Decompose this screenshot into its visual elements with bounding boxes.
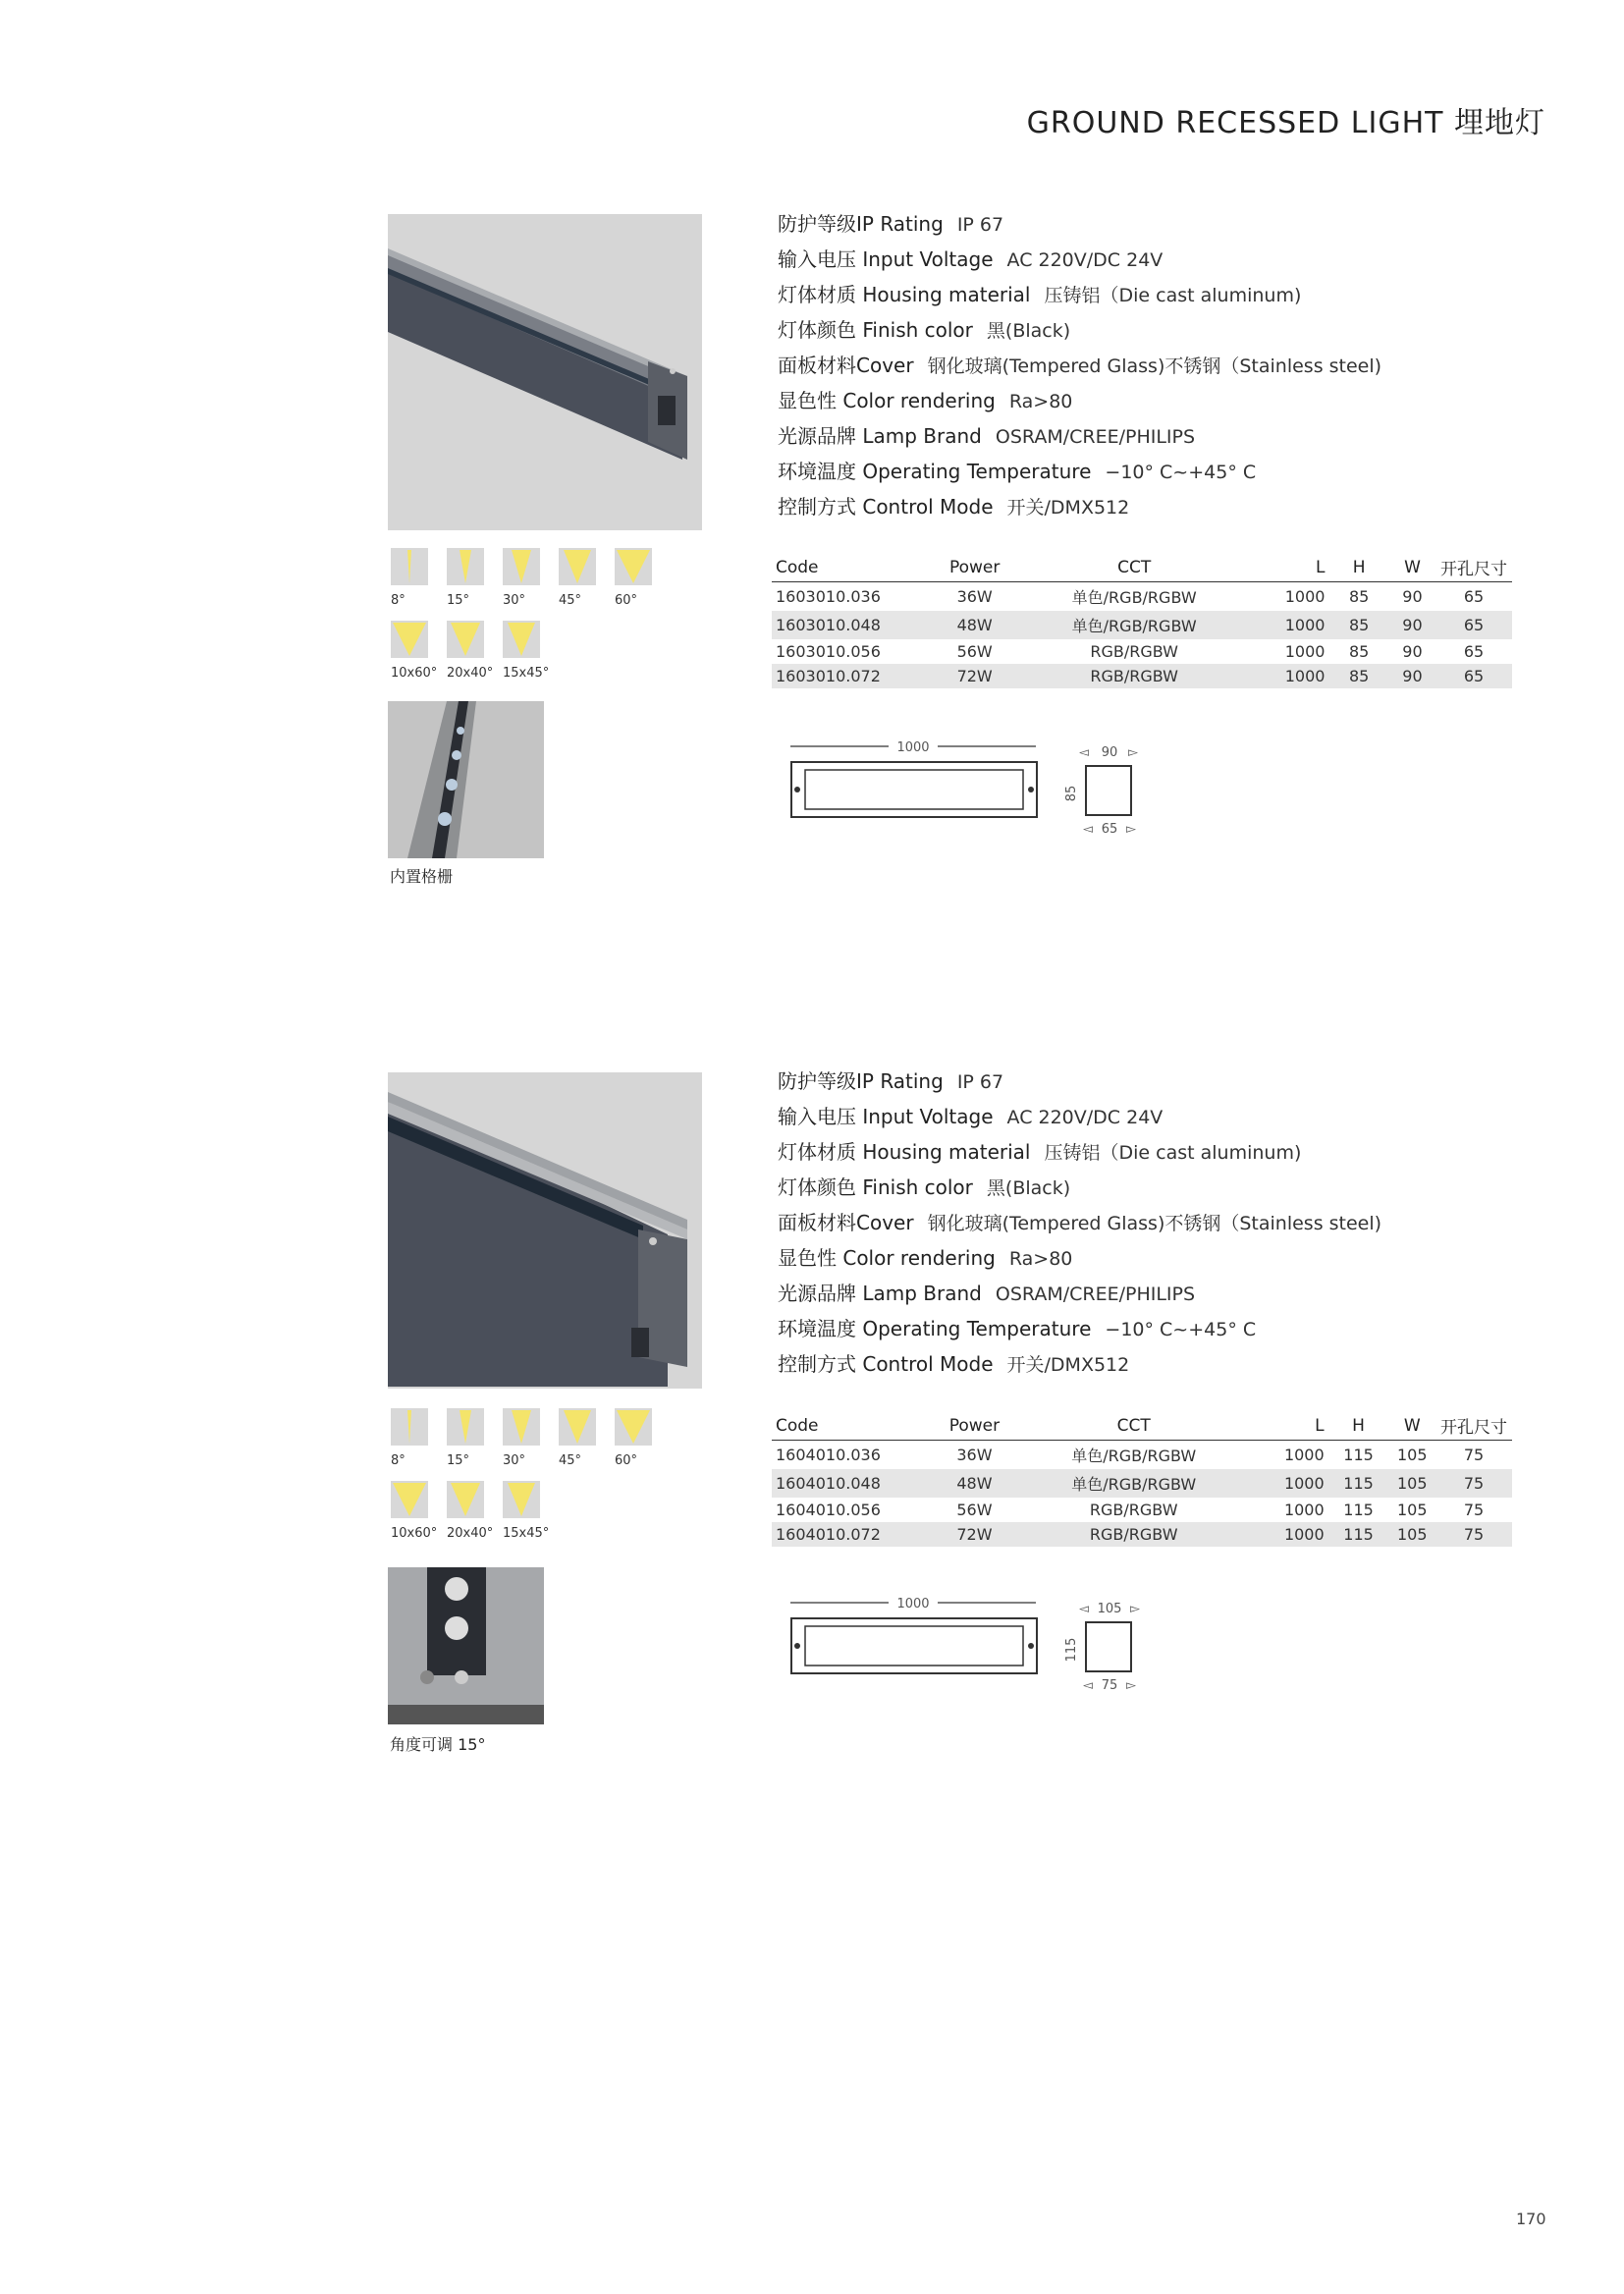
col-l: L [1244,1410,1328,1441]
dim-width: 90 [1101,745,1118,760]
spec-control-mode: 控制方式 Control Mode 开关/DMX512 [778,1352,1130,1376]
beam-15-icon [447,1408,484,1446]
col-code: Code [772,1410,925,1441]
spec-operating-temperature: 环境温度 Operating Temperature −10° C~+45° C [778,460,1257,483]
dim-cutout: 65 [1101,822,1118,837]
spec-list [778,1064,1381,1382]
beam-10x60 [391,1481,447,1541]
page-title: GROUND RECESSED LIGHT 埋地灯 [1026,106,1545,140]
table-header-row [772,1410,1512,1441]
beam-10x60 [391,621,447,681]
beam-60-icon [615,548,652,585]
beam-angle-row [391,548,671,608]
beam-label: 8° [391,1453,406,1468]
col-power: Power [925,1410,1024,1441]
dim-length: 1000 [896,1597,930,1611]
grille-detail-photo [388,701,544,858]
col-w: W [1389,552,1435,582]
beam-label: 30° [503,593,526,608]
beam-15x45 [503,621,559,681]
page-number: 170 [1516,2210,1546,2228]
beam-15 [447,548,503,608]
spec-control-mode: 控制方式 Control Mode 开关/DMX512 [778,495,1130,519]
beam-label: 45° [559,1453,582,1468]
product-photo [388,214,702,530]
beam-45-icon [559,548,596,585]
spec-operating-temperature: 环境温度 Operating Temperature −10° C~+45° C [778,1317,1257,1340]
beam-15 [447,1408,503,1468]
spec-color-rendering: 显色性 Color rendering Ra>80 [778,1246,1073,1270]
table-row: 1604010.036 36W 单色/RGB/RGBW 1000 115 105 75 [776,1446,1485,1465]
detail-caption: 角度可调 15° [390,1735,486,1754]
table-row: 1603010.048 48W 单色/RGB/RGBW 1000 85 90 65 [772,611,1512,639]
beam-label: 60° [615,1453,638,1468]
col-l: L [1244,552,1328,582]
beam-20x40 [447,621,503,681]
svg-text:◅: ◅ [1079,1602,1089,1616]
beam-10x60-icon [391,1481,428,1518]
spec-lamp-brand: 光源品牌 Lamp Brand OSRAM/CREE/PHILIPS [778,424,1196,448]
col-w: W [1389,1410,1436,1441]
beam-45 [559,1408,615,1468]
product-code-table [772,1410,1512,1547]
beam-label: 8° [391,593,406,608]
spec-cover: 面板材料Cover 钢化玻璃(Tempered Glass)不锈钢（Stainless steel) [778,354,1382,377]
table-header-row [772,552,1512,582]
beam-label: 20x40° [447,666,494,681]
angle-detail-photo [388,1567,544,1724]
beam-20x40 [447,1481,503,1541]
table-row: 1603010.072 72W RGB/RGBW 1000 85 90 65 [772,664,1512,688]
col-h: H [1328,1410,1389,1441]
table-row: 1603010.036 36W 单色/RGB/RGBW 1000 85 90 65 [776,587,1485,607]
beam-label: 15x45° [503,666,550,681]
svg-text:◅: ◅ [1079,745,1089,760]
beam-8-icon [391,1408,428,1446]
spec-list [778,206,1381,524]
table-row: 1604010.072 72W RGB/RGBW 1000 115 105 75 [772,1522,1512,1547]
beam-label: 10x60° [391,666,438,681]
beam-angle-row [391,1408,671,1468]
beam-30 [503,548,559,608]
spec-lamp-brand: 光源品牌 Lamp Brand OSRAM/CREE/PHILIPS [778,1282,1196,1305]
spec-ip-rating: 防护等级IP Rating IP 67 [778,212,1004,236]
linear-light-photo [388,214,702,530]
beam-8 [391,548,447,608]
col-code: Code [772,552,925,582]
beam-20x40-icon [447,621,484,658]
detail-photo-grille [388,701,544,858]
col-cutout: 开孔尺寸 [1435,552,1512,582]
beam-45-icon [559,1408,596,1446]
beam-label: 45° [559,593,582,608]
spec-input-voltage: 输入电压 Input Voltage AC 220V/DC 24V [778,1105,1164,1128]
spec-finish-color: 灯体颜色 Finish color 黑(Black) [778,318,1071,342]
svg-text:◅: ◅ [1083,822,1093,837]
col-cutout: 开孔尺寸 [1435,1410,1512,1441]
svg-text:▻: ▻ [1126,822,1136,837]
beam-60 [615,548,671,608]
dimension-drawing [776,727,1188,845]
table-row: 1604010.048 48W 单色/RGB/RGBW 1000 115 105 75 [772,1469,1512,1498]
beam-30-icon [503,548,540,585]
detail-caption: 内置格栅 [390,867,454,886]
beam-30 [503,1408,559,1468]
svg-text:▻: ▻ [1128,745,1138,760]
dim-height: 85 [1064,785,1079,802]
beam-label: 15° [447,593,470,608]
linear-light-photo [388,1072,702,1389]
beam-10x60-icon [391,621,428,658]
svg-text:▻: ▻ [1126,1678,1136,1693]
spec-input-voltage: 输入电压 Input Voltage AC 220V/DC 24V [778,247,1164,271]
beam-label: 10x60° [391,1526,438,1541]
dim-width: 105 [1097,1602,1122,1616]
table-row: 1604010.056 56W RGB/RGBW 1000 115 105 75 [776,1501,1485,1519]
dim-length: 1000 [896,740,930,755]
beam-label: 30° [503,1453,526,1468]
beam-label: 15° [447,1453,470,1468]
col-cct: CCT [1024,1410,1244,1441]
table-row: 1603010.056 56W RGB/RGBW 1000 85 90 65 [776,642,1485,661]
spec-ip-rating: 防护等级IP Rating IP 67 [778,1069,1004,1093]
detail-photo-angle [388,1567,544,1724]
dimension-drawing [776,1583,1188,1701]
beam-45 [559,548,615,608]
spec-housing-material: 灯体材质 Housing material 压铸铝（Die cast aluminum) [778,1140,1302,1164]
col-h: H [1328,552,1388,582]
beam-60-icon [615,1408,652,1446]
col-power: Power [925,552,1024,582]
beam-30-icon [503,1408,540,1446]
svg-text:▻: ▻ [1130,1602,1140,1616]
dim-cutout: 75 [1101,1678,1118,1693]
beam-label: 20x40° [447,1526,494,1541]
col-cct: CCT [1024,552,1244,582]
spec-cover: 面板材料Cover 钢化玻璃(Tempered Glass)不锈钢（Stainless steel) [778,1211,1382,1234]
product-photo [388,1072,702,1389]
spec-housing-material: 灯体材质 Housing material 压铸铝（Die cast aluminum) [778,283,1302,306]
product-code-table [772,552,1512,688]
beam-8-icon [391,548,428,585]
spec-color-rendering: 显色性 Color rendering Ra>80 [778,389,1073,412]
beam-label: 15x45° [503,1526,550,1541]
svg-text:◅: ◅ [1083,1678,1093,1693]
beam-60 [615,1408,671,1468]
beam-15x45 [503,1481,559,1541]
dim-height: 115 [1064,1637,1079,1663]
beam-15x45-icon [503,1481,540,1518]
beam-angle-row-asym [391,621,559,681]
spec-finish-color: 灯体颜色 Finish color 黑(Black) [778,1175,1071,1199]
beam-angle-row-asym [391,1481,559,1541]
beam-20x40-icon [447,1481,484,1518]
beam-15-icon [447,548,484,585]
beam-15x45-icon [503,621,540,658]
beam-label: 60° [615,593,638,608]
beam-8 [391,1408,447,1468]
